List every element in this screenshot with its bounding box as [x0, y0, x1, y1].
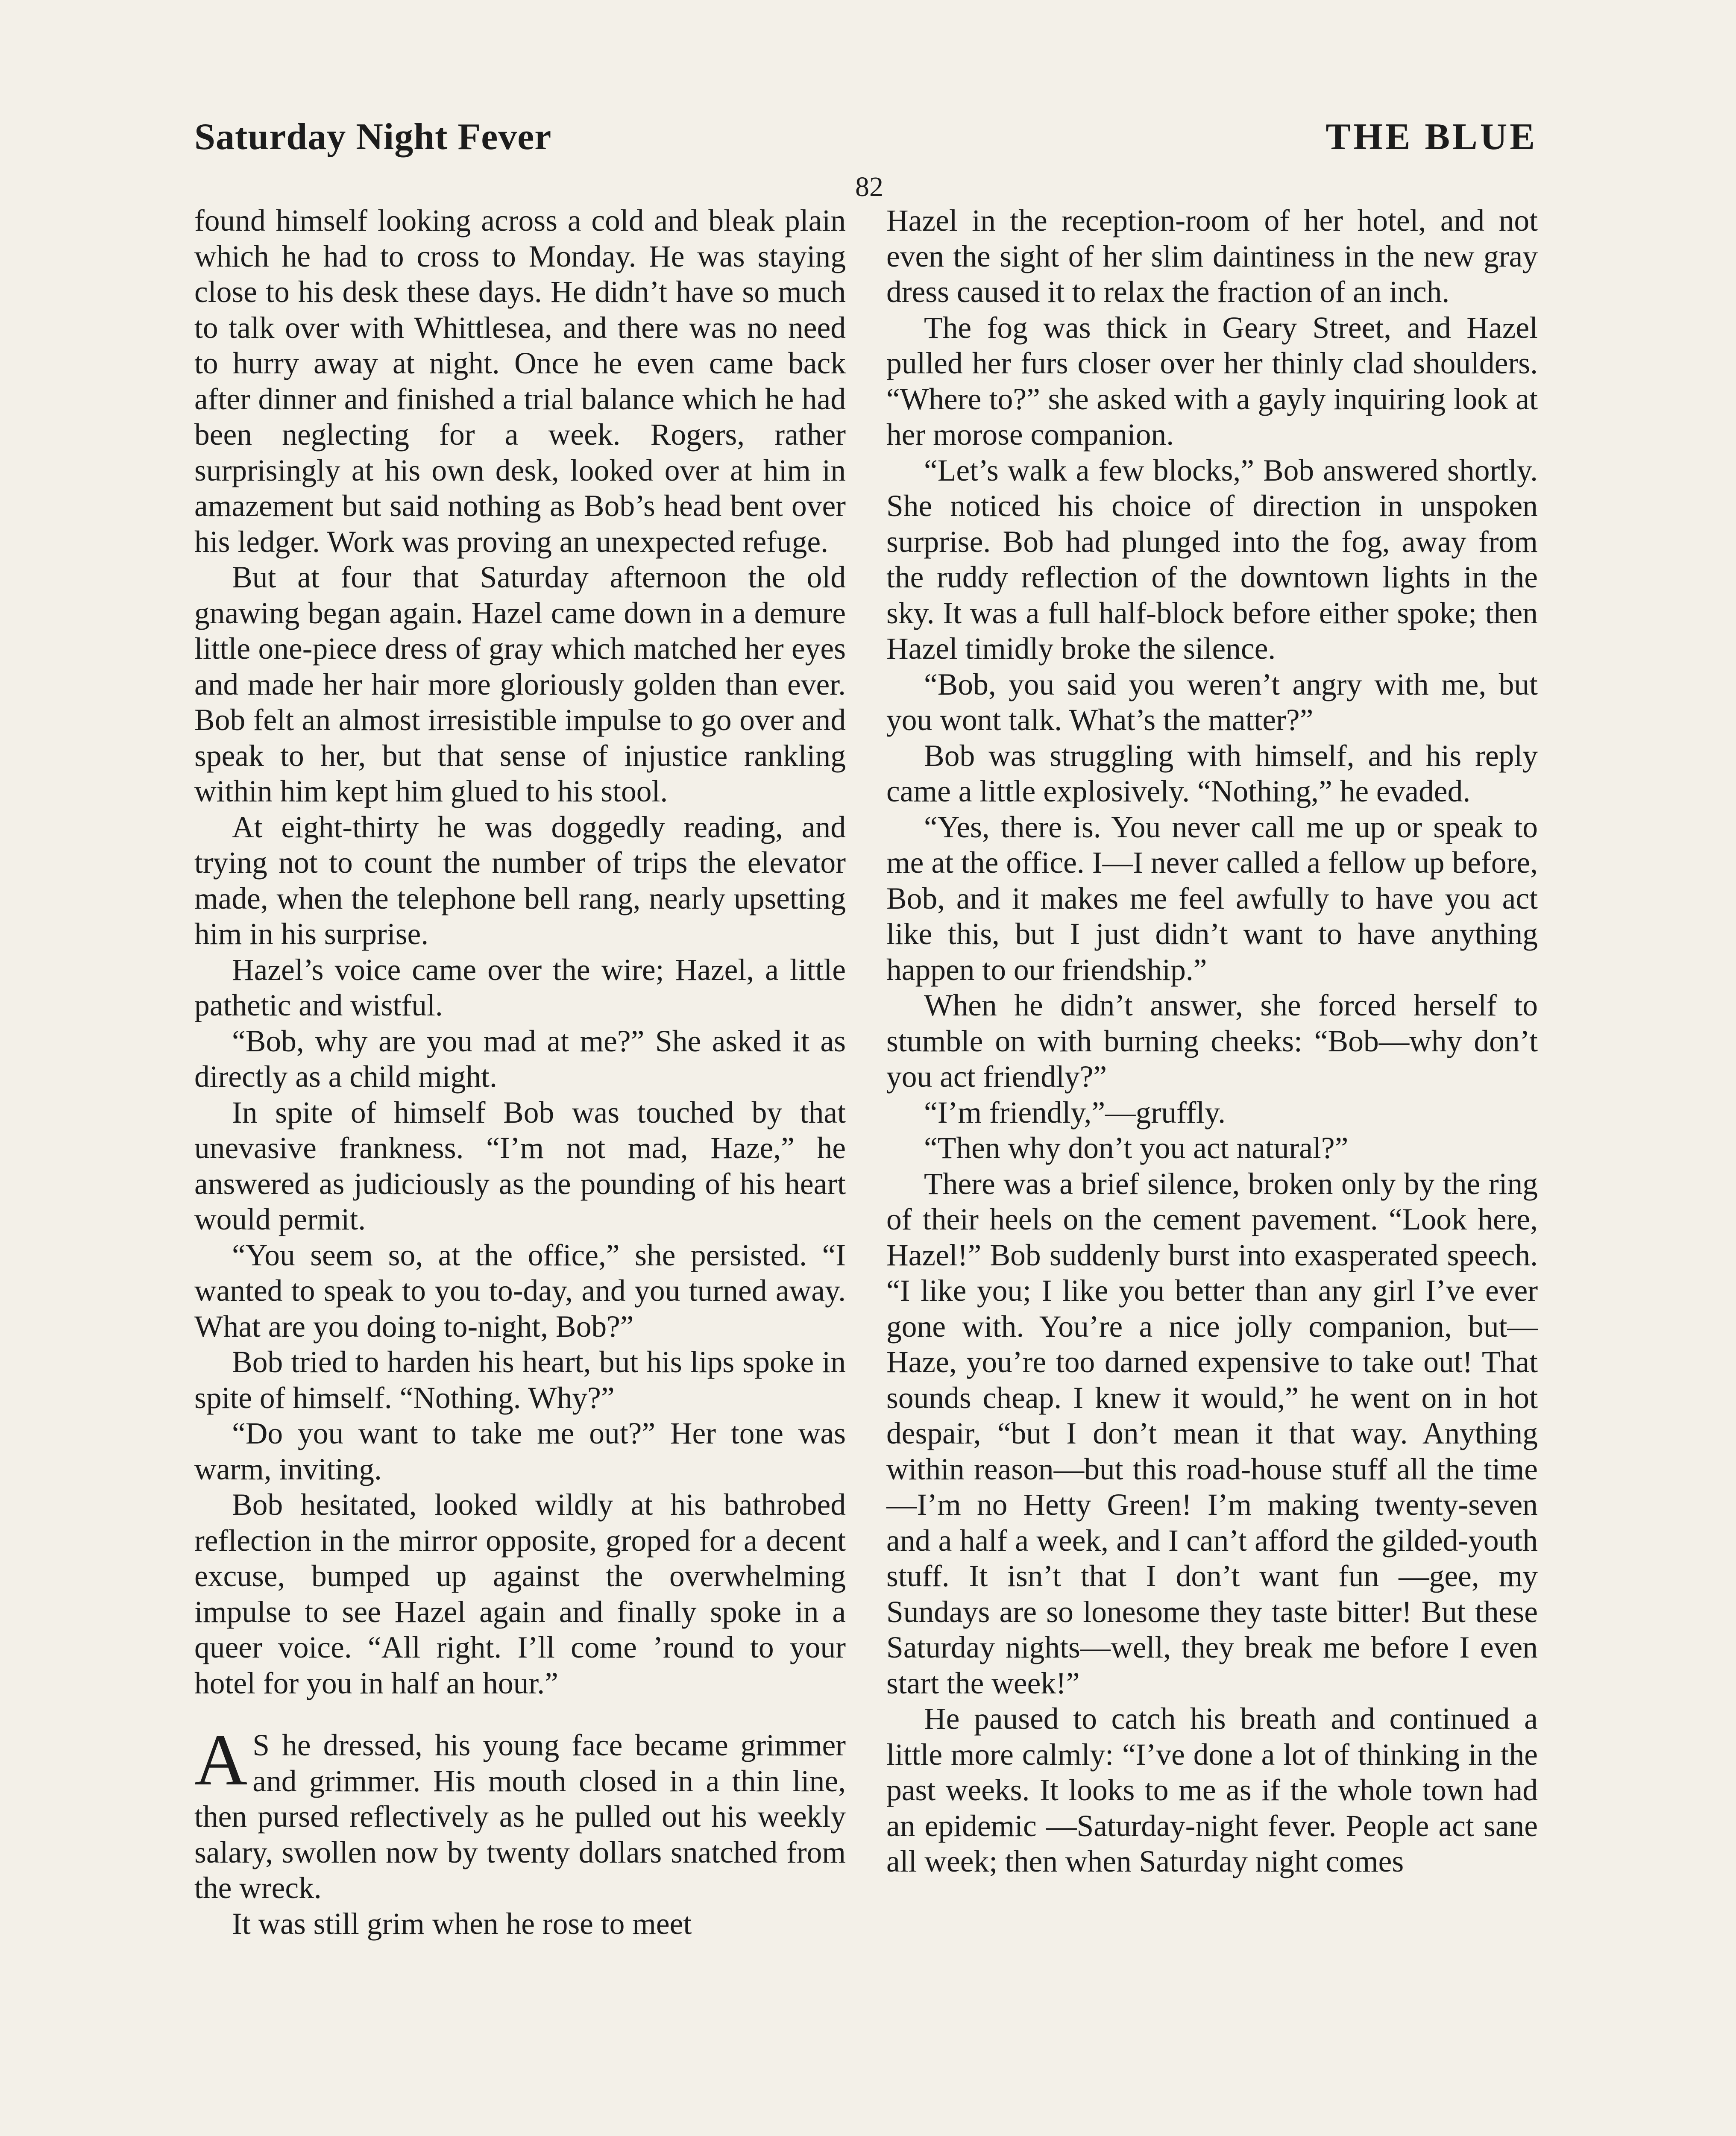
paragraph: “Bob, you said you weren’t angry with me, but you wont talk. What’s the matter?” [886, 667, 1538, 737]
paragraph: Hazel’s voice came over the wire; Hazel, a little pathetic and wistful. [194, 953, 846, 1022]
paragraph: The fog was thick in Geary Street, and Hazel pulled her furs closer over her thinly clad shoulders. “Where to?” she asked with a gayly inquiring look at her morose companion. [886, 311, 1538, 452]
paragraph-text: he dressed, his young face became grimmer and grimmer. His mouth closed in a thin line, then pursed reflectively as he pulled out his weekly salary, swollen now by twenty dollars snatched from the wreck. [194, 1728, 846, 1905]
paragraph: Hazel in the reception-room of her hotel, and not even the sight of her slim daintiness in the new gray dress caused it to relax the fraction of an inch. [886, 204, 1538, 309]
paragraph: “Then why don’t you act natural?” [924, 1131, 1349, 1165]
paragraph: In spite of himself Bob was touched by that unevasive frankness. “I’m not mad, Haze,” he answered as judiciously as the pounding of his heart would permit. [194, 1095, 846, 1236]
paragraph: He paused to catch his breath and continued a little more calmly: “I’ve done a lot of thinking in the past weeks. It looks to me as if the whole town had an epidemic —Saturday-night fever. People act sane all week; then when Saturday night comes [886, 1702, 1538, 1878]
story-title: Saturday Night Fever [194, 116, 552, 158]
paragraph: found himself looking across a cold and bleak plain which he had to cross to Monday. He was staying close to his desk these days. He didn’t have so much to talk over with Whittlesea, and there was no need to hurry away at night. Once he even came back after dinner and finished a trial balance which he had been neglecting for a week. Rogers, rather surprisingly at his own desk, looked over at him in amazement but said nothing as Bob’s head bent over his ledger. Work was proving an unexpected refuge. [194, 204, 846, 559]
paragraph: “You seem so, at the office,” she persisted. “I wanted to speak to you to-day, and you turned away. What are you doing to-night, Bob?” [194, 1238, 846, 1344]
paragraph: When he didn’t answer, she forced herself to stumble on with burning cheeks: “Bob—why don’t you act friendly?” [886, 989, 1538, 1094]
paragraph: “Let’s walk a few blocks,” Bob answered shortly. She noticed his choice of direction in unspoken surprise. Bob had plunged into the fog, away from the ruddy reflection of the downtown lights in the sky. It was a full half-block before either spoke; then Hazel timidly broke the silence. [886, 453, 1538, 666]
paragraph: But at four that Saturday afternoon the old gnawing began again. Hazel came down in a demure little one-piece dress of gray which matched her eyes and made her hair more gloriously golden than ever. Bob felt an almost irresistible impulse to go over and speak to her, but that sense of injustice rankling within him kept him glued to his stool. [194, 560, 846, 808]
paragraph: “Do you want to take me out?” Her tone was warm, inviting. [194, 1417, 846, 1486]
paragraph: At eight-thirty he was doggedly reading, and trying not to count the number of trips the elevator made, when the telephone bell rang, nearly upsetting him in his surprise. [194, 810, 846, 951]
section-opening-paragraph [194, 1719, 846, 1906]
right-column [886, 203, 1538, 1880]
paragraph: Bob tried to harden his heart, but his lips spoke in spite of himself. “Nothing. Why?” [194, 1345, 846, 1415]
paragraph: Bob was struggling with himself, and his reply came a little explosively. “Nothing,” he evaded. [886, 739, 1538, 808]
paragraph: “Bob, why are you mad at me?” She asked it as directly as a child might. [194, 1024, 846, 1094]
magazine-name: THE BLUE [1325, 116, 1537, 158]
lead-letter: S [252, 1728, 270, 1762]
paragraph: “I’m friendly,”—gruffly. [924, 1095, 1226, 1130]
drop-cap: A [194, 1719, 248, 1801]
page-number: 82 [855, 171, 883, 202]
paragraph: “Yes, there is. You never call me up or speak to me at the office. I—I never called a fellow up before, Bob, and it makes me feel awfully to have you act like this, but I just didn’t want to have anything happen to our friendship.” [886, 810, 1538, 987]
paragraph: Bob hesitated, looked wildly at his bathrobed reflection in the mirror opposite, groped for a decent excuse, bumped up against the overwhelming impulse to see Hazel again and finally spoke in a queer voice. “All right. I’ll come ’round to your hotel for you in half an hour.” [194, 1488, 846, 1700]
paragraph: There was a brief silence, broken only by the ring of their heels on the cement pavement. “Look here, Hazel!” Bob suddenly burst into exasperated speech. “I like you; I like you better than any girl I’ve ever gone with. You’re a nice jolly companion, but—Haze, you’re too darned expensive to take out! That sounds cheap. I knew it would,” he went on in hot despair, “but I don’t mean it that way. Anything within reason—but this road-house stuff all the time—I’m no Hetty Green! I’m making twenty-seven and a half a week, and I can’t afford the gilded-youth stuff. It isn’t that I don’t want fun —gee, my Sundays are so lonesome they taste bitter! But these Saturday nights—well, they break me before I even start the week!” [886, 1167, 1538, 1700]
paragraph: It was still grim when he rose to meet [232, 1907, 692, 1941]
left-column [194, 203, 846, 1942]
